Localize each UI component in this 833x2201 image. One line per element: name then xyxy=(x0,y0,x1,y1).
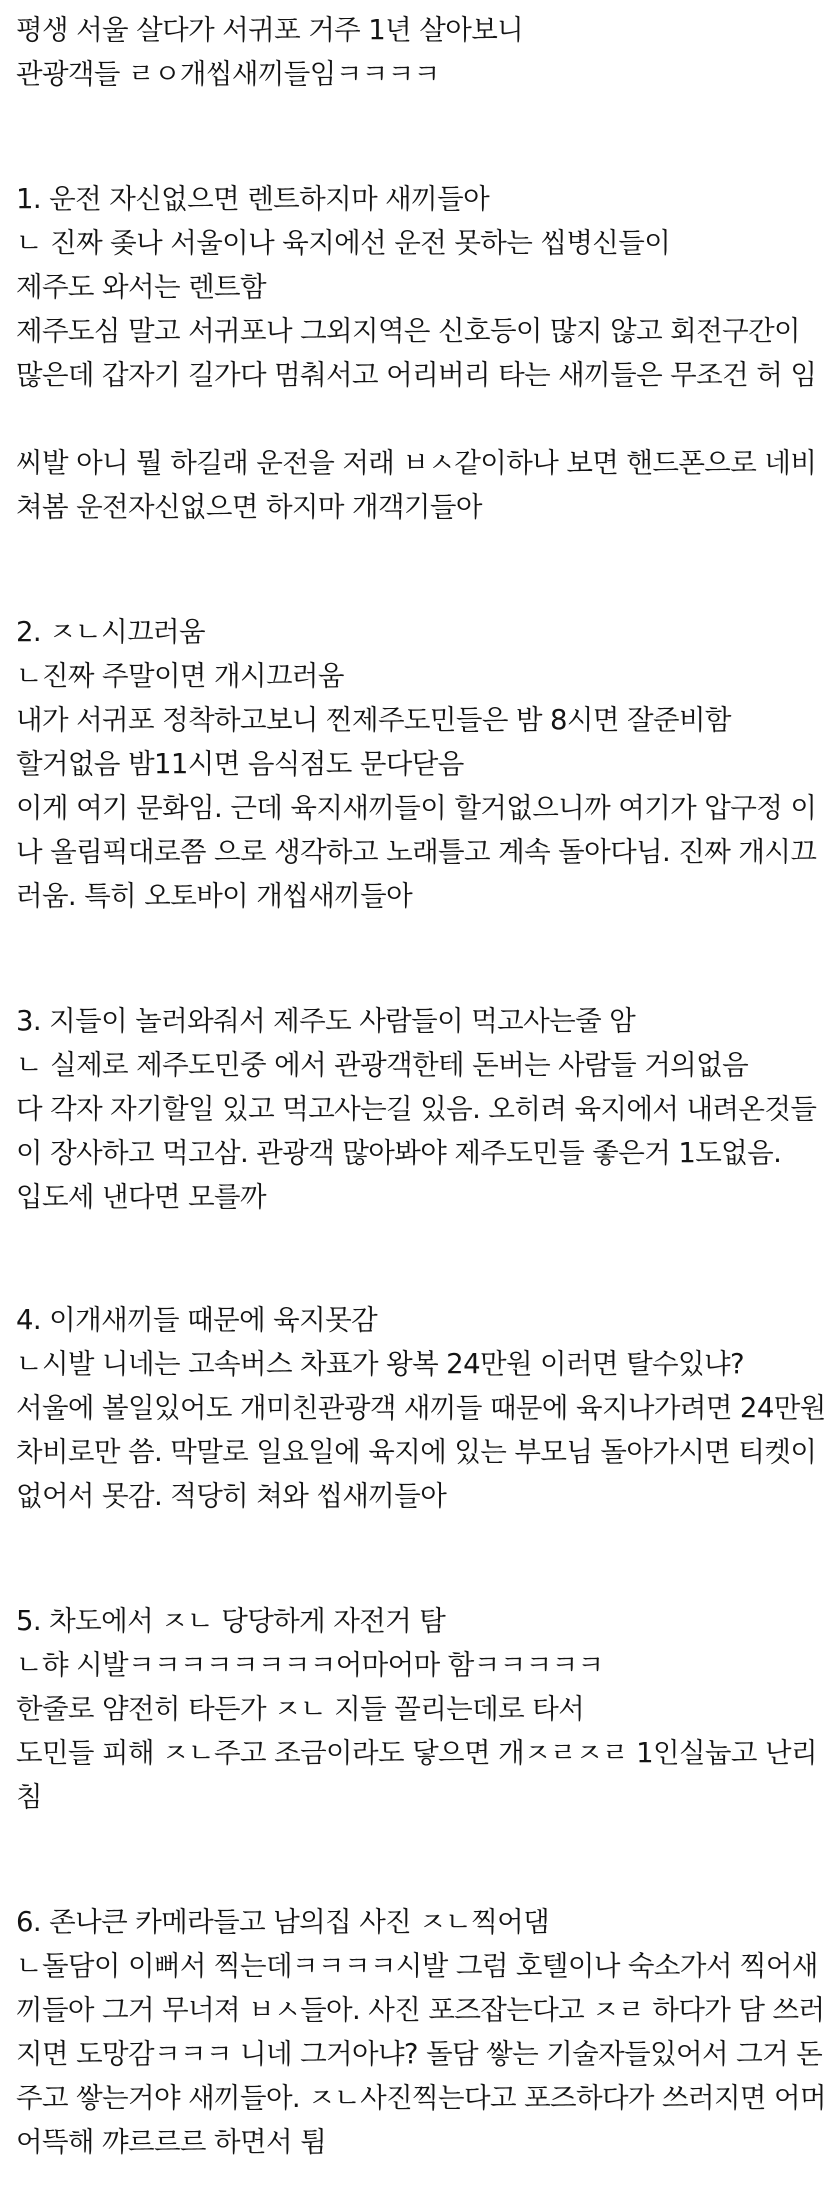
section-4-line: 서울에 볼일있어도 개미친관광객 새끼들 때문에 육지나가려면 24만원 xyxy=(16,1392,826,1424)
section-1-line: ㄴ 진짜 좆나 서울이나 육지에선 운전 못하는 씹병신들이 xyxy=(16,227,671,259)
section-3-line: 이 장사하고 먹고삼. 관광객 많아봐야 제주도민들 좋은거 1도없음. xyxy=(16,1137,782,1169)
section-6-line: ㄴ돌담이 이뻐서 찍는데ㅋㅋㅋㅋ시발 그럼 호텔이나 숙소가서 찍어새 xyxy=(16,1950,818,1982)
section-3-line: ㄴ 실제로 제주도민중 에서 관광객한테 돈버는 사람들 거의없음 xyxy=(16,1049,749,1081)
section-2-line: 할거없음 밤11시면 음식점도 문다닫음 xyxy=(16,748,464,780)
section-6-heading: 6. 존나큰 카메라들고 남의집 사진 ㅈㄴ찍어댐 xyxy=(16,1906,550,1938)
section-2-heading: 2. ㅈㄴ시끄러움 xyxy=(16,616,205,648)
section-4-heading: 4. 이개새끼들 때문에 육지못감 xyxy=(16,1304,378,1336)
section-3-heading: 3. 지들이 놀러와줘서 제주도 사람들이 먹고사는줄 암 xyxy=(16,1005,636,1037)
section-1-heading: 1. 운전 자신없으면 렌트하지마 새끼들아 xyxy=(16,183,490,215)
section-2-line: 러움. 특히 오토바이 개씹새끼들아 xyxy=(16,880,413,912)
intro-line-1: 평생 서울 살다가 서귀포 거주 1년 살아보니 xyxy=(16,14,524,46)
section-1-line: 제주도 와서는 렌트함 xyxy=(16,271,266,303)
section-3-line: 입도세 낸다면 모를까 xyxy=(16,1181,266,1213)
intro-line-2: 관광객들 ㄹㅇ개씹새끼들임ㅋㅋㅋㅋ xyxy=(16,58,440,90)
section-2-line: 내가 서귀포 정착하고보니 찐제주도민들은 밤 8시면 잘준비함 xyxy=(16,704,731,736)
section-6-line: 어뜩해 꺄르르르 하면서 튐 xyxy=(16,2126,327,2158)
section-5-line: 한줄로 얌전히 타든가 ㅈㄴ 지들 꼴리는데로 타서 xyxy=(16,1693,585,1725)
section-5-line: 침 xyxy=(16,1781,42,1813)
section-3-line: 다 각자 자기할일 있고 먹고사는길 있음. 오히려 육지에서 내려온것들 xyxy=(16,1093,817,1125)
section-6-line: 주고 쌓는거야 새끼들아. ㅈㄴ사진찍는다고 포즈하다가 쓰러지면 어머 xyxy=(16,2082,826,2114)
section-4-line: 차비로만 씀. 막말로 일요일에 육지에 있는 부모님 돌아가시면 티켓이 xyxy=(16,1436,817,1468)
section-5-heading: 5. 차도에서 ㅈㄴ 당당하게 자전거 탐 xyxy=(16,1605,446,1637)
section-5-line: ㄴ햐 시발ㅋㅋㅋㅋㅋㅋㅋㅋ어마어마 함ㅋㅋㅋㅋㅋ xyxy=(16,1649,604,1681)
section-2-line: 나 올림픽대로쯤 으로 생각하고 노래틀고 계속 돌아다님. 진짜 개시끄 xyxy=(16,836,817,868)
section-4-line: ㄴ시발 니네는 고속버스 차표가 왕복 24만원 이러면 탈수있냐? xyxy=(16,1348,744,1380)
section-2-line: 이게 여기 문화임. 근데 육지새끼들이 할거없으니까 여기가 압구정 이 xyxy=(16,792,817,824)
section-1-line: 제주도심 말고 서귀포나 그외지역은 신호등이 많지 않고 회전구간이 xyxy=(16,315,801,347)
section-6-line: 끼들아 그거 무너져 ㅂㅅ들아. 사진 포즈잡는다고 ㅈㄹ 하다가 담 쓰러 xyxy=(16,1994,825,2026)
section-1-line: 많은데 갑자기 길가다 멈춰서고 어리버리 타는 새끼들은 무조건 허 임 xyxy=(16,359,817,391)
section-5-line: 도민들 피해 ㅈㄴ주고 조금이라도 닿으면 개ㅈㄹㅈㄹ 1인실눕고 난리 xyxy=(16,1737,817,1769)
section-6-line: 지면 도망감ㅋㅋㅋ 니네 그거아냐? 돌담 쌓는 기술자들있어서 그거 돈 xyxy=(16,2038,823,2070)
section-4-line: 없어서 못감. 적당히 쳐와 씹새끼들아 xyxy=(16,1480,447,1512)
section-1-line: 씨발 아니 뭘 하길래 운전을 저래 ㅂㅅ같이하나 보면 핸드폰으로 네비 xyxy=(16,447,817,479)
section-2-line: ㄴ진짜 주말이면 개시끄러움 xyxy=(16,660,344,692)
section-1-line: 쳐봄 운전자신없으면 하지마 개객기들아 xyxy=(16,491,482,523)
